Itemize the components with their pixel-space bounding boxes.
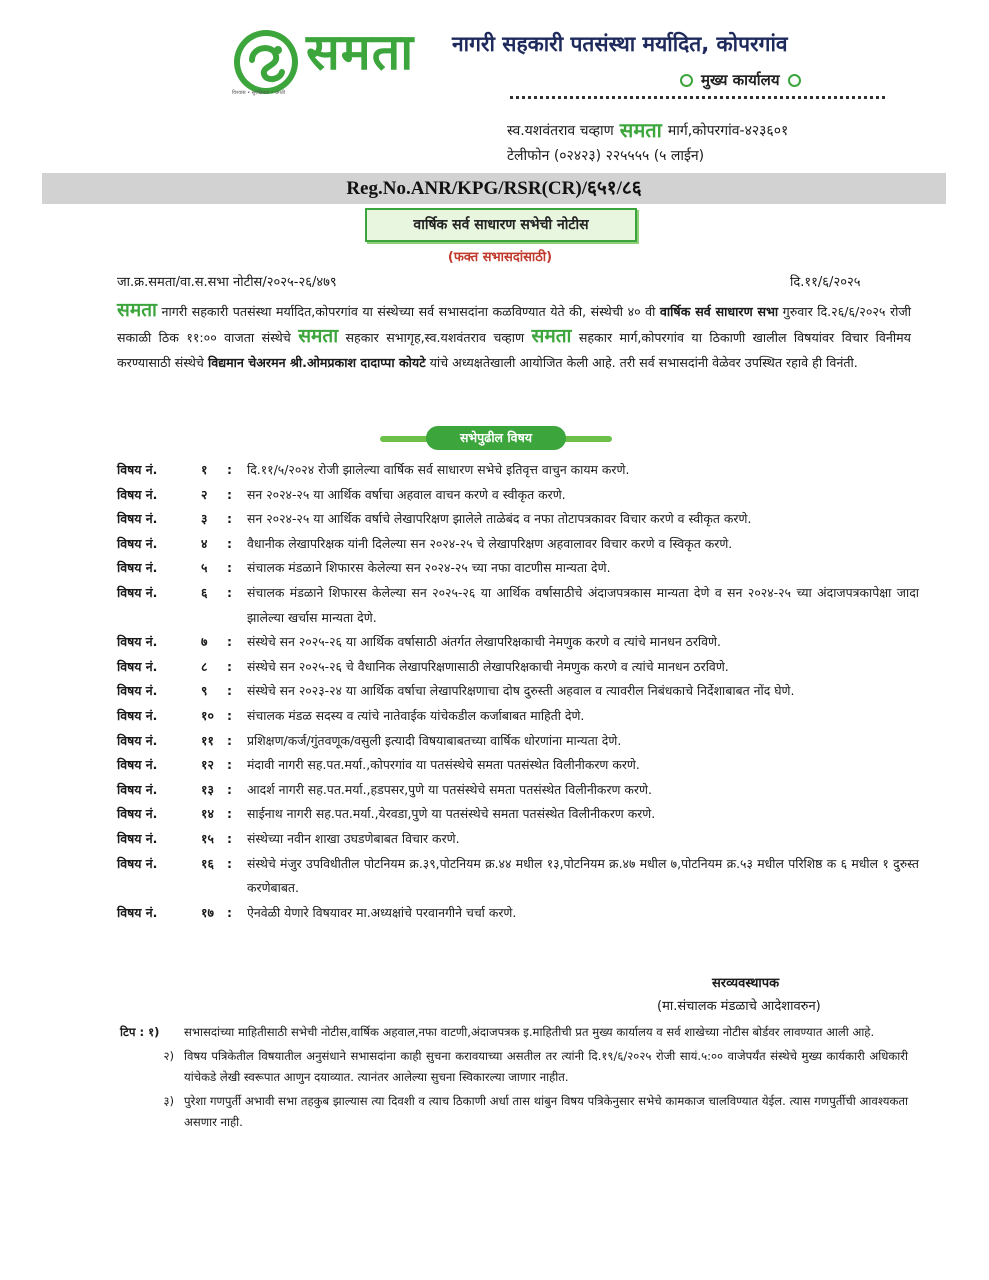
agenda-item-number: ९ xyxy=(201,683,208,699)
office-text: मुख्य कार्यालय xyxy=(701,71,780,89)
agenda-item-label: विषय नं. xyxy=(117,781,158,797)
notice-date: दि.११/६/२०२५ xyxy=(790,275,861,290)
agenda-item-number: १ xyxy=(201,462,208,477)
agenda-item-text: संस्थेचे सन २०२३-२४ या आर्थिक वर्षाचा लेखापरिक्षणाचा दोष दुरुस्ती अहवाल व त्यावरील निबंधकाचे निर्देशाबाबत नोंद घेणे. xyxy=(247,683,795,699)
agenda-item-text: सन २०२४-२५ या आर्थिक वर्षाचा अहवाल वाचन करणे व स्वीकृत करणे. xyxy=(247,486,566,502)
agenda-item-colon: : xyxy=(227,683,232,699)
phone-line: टेलीफोन (०२४२३) २२५५५५ (५ लाईन) xyxy=(507,148,705,164)
agenda-item-text: दि.११/५/२०२४ रोजी झालेल्या वार्षिक सर्व साधारण सभेचे इतिवृत्त वाचुन कायम करणे. xyxy=(247,462,630,477)
notice-title: वार्षिक सर्व साधारण सभेची नोटीस xyxy=(365,208,637,242)
agenda-item xyxy=(117,704,917,729)
agenda-item-text: संस्थेचे सन २०२५-२६ चे वैधानिक लेखापरिक्षणासाठी लेखापरिक्षकाची नेमणुक करणे व त्यांचे मानधन ठरविणे. xyxy=(247,658,729,674)
agenda-item xyxy=(117,630,917,655)
agenda-item-text: साईनाथ नागरी सह.पत.मर्या.,येरवडा,पुणे या पतसंस्थेचे समता पतसंस्थेत विलीनीकरण करणे. xyxy=(247,806,656,822)
agenda-item-number: १५ xyxy=(201,830,214,846)
notes-list xyxy=(120,1022,910,1136)
agenda-item-label: विषय नं. xyxy=(117,535,158,551)
note-text: पुरेशा गणपुर्ती अभावी सभा तहकुब झाल्यास त्या दिवशी व त्याच ठिकाणी अर्धा तास थांबुन विषय पत्रिकेनुसार सभेचे कामकाज चालविण्यात येईल. त्यास गणपुर्तीची आवश्यकता असणार नाही. xyxy=(184,1093,908,1129)
agenda-item xyxy=(117,778,917,803)
intro-brand: समता xyxy=(531,325,572,347)
agenda-item-colon: : xyxy=(227,904,232,920)
agenda-item-number: ४ xyxy=(201,535,208,551)
agenda-item-text: ऐनवेळी येणारे विषयावर मा.अध्यक्षांचे परवानगीने चर्चा करणे. xyxy=(247,904,517,920)
agenda-item-colon: : xyxy=(227,855,232,871)
registration-band xyxy=(42,173,946,204)
agenda-item-text: मंदावी नागरी सह.पत.मर्या.,कोपरगांव या पतसंस्थेचे समता पतसंस्थेत विलीनीकरण करणे. xyxy=(247,757,640,773)
address-prefix: स्व.यशवंतराव चव्हाण xyxy=(507,122,614,139)
agenda-item xyxy=(117,483,917,508)
address-brand: समता xyxy=(619,118,662,142)
agenda-item-number: १२ xyxy=(201,757,214,773)
agenda-item xyxy=(117,458,917,483)
logo-tagline: विश्वास • सुरक्षितता • प्रगती xyxy=(232,90,286,96)
agenda-item xyxy=(117,827,917,852)
agenda-item-text: प्रशिक्षण/कर्ज/गुंतवणूक/वसुली इत्यादी विषयाबाबतच्या वार्षिक धोरणांना मान्यता देणे. xyxy=(247,732,622,748)
agenda-item-number: १७ xyxy=(201,904,214,920)
agenda-item xyxy=(117,507,917,532)
agenda-item-number: २ xyxy=(201,486,208,502)
agenda-item xyxy=(117,901,917,926)
agenda-item-label: विषय नं. xyxy=(117,658,158,674)
agenda-item-number: ७ xyxy=(201,634,208,650)
agenda-item-colon: : xyxy=(227,486,232,502)
agenda-item-label: विषय नं. xyxy=(117,707,158,723)
intro-text-4: सहकार मार्ग,कोपरगांव या ठिकाणी खालील विषयांवर विचार विनीमय करण्यासाठी संस्थेचे xyxy=(117,330,911,370)
agenda-item-text: संचालक मंडळाने शिफारस केलेल्या सन २०२५-२६ या आर्थिक वर्षासाठीचे अंदाजपत्रकास मान्यता देणे व सन २०२४-२५ च्या अंदाजपत्रकापेक्षा जादा झालेल्या खर्चास मान्यता देणे. xyxy=(247,584,919,625)
agenda-item-text: संचालक मंडळ सदस्य व त्यांचे नातेवाईक यांचेकडील कर्जाबाबत माहिती देणे. xyxy=(247,707,585,723)
intro-brand: समता xyxy=(298,325,339,347)
agenda-item-number: ६ xyxy=(201,584,208,600)
agenda-item xyxy=(117,753,917,778)
agenda-item-colon: : xyxy=(227,806,232,822)
note-item xyxy=(120,1046,910,1089)
agenda-item xyxy=(117,655,917,680)
agenda-item-number: ३ xyxy=(201,511,208,527)
agenda-item-label: विषय नं. xyxy=(117,560,158,576)
agenda-item-colon: : xyxy=(227,781,232,797)
intro-bold-1: वार्षिक सर्व साधारण सभा xyxy=(659,304,779,319)
registration-number: Reg.No.ANR/KPG/RSR(CR)/६५१/८६ xyxy=(346,178,642,199)
agenda-item xyxy=(117,802,917,827)
note-label: टिप : १) xyxy=(120,1025,160,1039)
agenda-item-number: १६ xyxy=(201,855,214,871)
agenda-item-label: विषय नं. xyxy=(117,683,158,699)
agenda-item-colon: : xyxy=(227,511,232,527)
agenda-item-colon: : xyxy=(227,560,232,576)
agenda-item-label: विषय नं. xyxy=(117,486,158,502)
agenda-item-label: विषय नं. xyxy=(117,511,158,527)
agenda-item-label: विषय नं. xyxy=(117,634,158,650)
reference-number: जा.क्र.समता/वा.स.सभा नोटीस/२०२५-२६/४७९ xyxy=(117,275,337,290)
agenda-item xyxy=(117,581,917,630)
agenda-item-text: संचालक मंडळाने शिफारस केलेल्या सन २०२४-२५ च्या नफा वाटणीस मान्यता देणे. xyxy=(247,560,611,576)
office-label xyxy=(680,70,801,90)
agenda-item-number: १० xyxy=(201,707,214,723)
note-label: २) xyxy=(163,1048,174,1063)
intro-text-1: नागरी सहकारी पतसंस्था मर्यादित,कोपरगांव या संस्थेच्या सर्व सभासदांना कळविण्यात येते की, संस्थेची ४० वी xyxy=(156,304,660,319)
agenda-item-colon: : xyxy=(227,584,232,600)
signature-subtitle: (मा.संचालक मंडळाचे आदेशावरुन) xyxy=(657,999,821,1014)
agenda-item-label: विषय नं. xyxy=(117,904,158,920)
agenda-item-colon: : xyxy=(227,707,232,723)
intro-brand: समता xyxy=(117,299,157,321)
signature-title: सरव्यवस्थापक xyxy=(712,976,780,991)
agenda-item xyxy=(117,852,917,901)
agenda-item-colon: : xyxy=(227,535,232,551)
agenda-item-number: १४ xyxy=(201,806,214,822)
agenda-item-text: आदर्श नागरी सह.पत.मर्या.,हडपसर,पुणे या पतसंस्थेचे समता पतसंस्थेत विलीनीकरण करणे. xyxy=(247,781,652,797)
agenda-item-colon: : xyxy=(227,658,232,674)
agenda-item xyxy=(117,729,917,754)
agenda-item xyxy=(117,679,917,704)
bullet-circle-icon xyxy=(788,74,801,87)
note-item xyxy=(120,1091,910,1134)
brand-name: समता xyxy=(306,23,415,81)
note-text: सभासदांच्या माहितीसाठी सभेची नोटीस,वार्षिक अहवाल,नफा वाटणी,अंदाजपत्रक इ.माहितीची प्रत मुख्य कार्यालय व सर्व शाखेच्या नोटीस बोर्डवर लावण्यात आली आहे. xyxy=(184,1025,875,1039)
notice-subtitle: (फक्त सभासदांसाठी) xyxy=(447,250,553,265)
intro-bold-2: विद्यमान चेअरमन श्री.ओमप्रकाश दादाप्पा कोयटे xyxy=(207,355,426,370)
agenda-item-number: ११ xyxy=(201,732,214,748)
agenda-item-label: विषय नं. xyxy=(117,757,158,773)
organization-name: नागरी सहकारी पतसंस्था मर्यादित, कोपरगांव xyxy=(452,32,788,56)
agenda-item-text: संस्थेचे सन २०२५-२६ या आर्थिक वर्षासाठी अंतर्गत लेखापरिक्षकाची नेमणुक करणे व त्यांचे मानधन ठरविणे. xyxy=(247,634,721,650)
agenda-list xyxy=(117,458,917,925)
note-item xyxy=(120,1022,910,1044)
agenda-item-number: ८ xyxy=(201,658,208,674)
agenda-item-colon: : xyxy=(227,634,232,650)
agenda-item-text: संस्थेचे मंजुर उपविधीतील पोटनियम क्र.३९,पोटनियम क्र.४४ मधील १३,पोटनियम क्र.४७ मधील ७,पोटनियम क्र.५३ मधील परिशिष्ठ क ६ मधील १ दुरुस्त करणेबाबत. xyxy=(247,855,919,896)
agenda-heading-label: सभेपुढील विषय xyxy=(426,426,566,450)
agenda-item-label: विषय नं. xyxy=(117,462,158,477)
intro-text-5: यांचे अध्यक्षतेखाली आयोजित केली आहे. तरी सर्व सभासदांनी वेळेवर उपस्थित रहावे ही विनंती. xyxy=(425,355,858,370)
agenda-item-text: संस्थेच्या नवीन शाखा उघडणेबाबत विचार करणे. xyxy=(247,830,460,846)
agenda-item-colon: : xyxy=(227,732,232,748)
agenda-item-label: विषय नं. xyxy=(117,855,158,871)
agenda-item-label: विषय नं. xyxy=(117,830,158,846)
agenda-item-colon: : xyxy=(227,830,232,846)
agenda-item-colon: : xyxy=(227,462,232,477)
agenda-item-text: सन २०२४-२५ या आर्थिक वर्षाचे लेखापरिक्षण झालेले ताळेबंद व नफा तोटापत्रकावर विचार करणे व स्वीकृत करणे. xyxy=(247,511,752,527)
bullet-circle-icon xyxy=(680,74,693,87)
agenda-item-label: विषय नं. xyxy=(117,584,158,600)
note-label: ३) xyxy=(163,1093,174,1108)
agenda-item xyxy=(117,556,917,581)
note-text: विषय पत्रिकेतील विषयातील अनुसंधाने सभासदांना काही सुचना करावयाच्या असतील तर त्यांनी दि.१९/६/२०२५ रोजी सायं.५:०० वाजेपर्यंत संस्थेचे मुख्य कार्यकारी अधिकारी यांचेकडे लेखी स्वरूपात आणुन दयाव्यात. त्यानंतर आलेल्या सुचना स्विकारल्या जाणार नाहीत. xyxy=(184,1048,908,1084)
agenda-item-number: ५ xyxy=(201,560,208,576)
heading-bar-left xyxy=(380,436,430,442)
agenda-item-label: विषय नं. xyxy=(117,806,158,822)
agenda-item-text: वैधानीक लेखापरिक्षक यांनी दिलेल्या सन २०२४-२५ चे लेखापरिक्षण अहवालावर विचार करणे व स्विकृत करणे. xyxy=(247,535,733,551)
dotted-divider xyxy=(510,96,885,99)
address-suffix: मार्ग,कोपरगांव-४२३६०१ xyxy=(667,122,789,139)
agenda-item-label: विषय नं. xyxy=(117,732,158,748)
intro-text-3: सहकार सभागृह,स्व.यशवंतराव चव्हाण xyxy=(338,330,532,345)
heading-bar-right xyxy=(562,436,612,442)
agenda-item-colon: : xyxy=(227,757,232,773)
agenda-item xyxy=(117,532,917,557)
address-line xyxy=(507,120,788,140)
intro-text-2: गुरुवार दि.२६/६/२०२५ रोजी सकाळी ठिक ११:०० वाजता संस्थेचे xyxy=(117,304,911,345)
agenda-item-number: १३ xyxy=(201,781,214,797)
intro-paragraph xyxy=(117,298,911,375)
agenda-heading xyxy=(380,426,612,452)
